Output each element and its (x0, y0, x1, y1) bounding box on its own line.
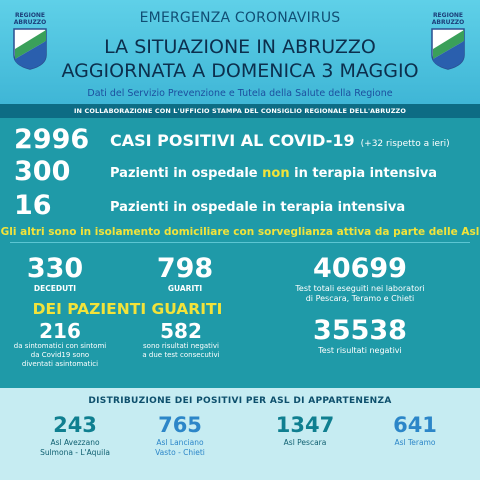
ospedale-non-ti-count: 300 (14, 156, 71, 187)
asl-name-line1: Asl Pescara (283, 438, 327, 447)
deceduti-count: 330 (26, 253, 84, 284)
crest-label: REGIONE ABRUZZO (13, 12, 47, 26)
ospedale-ti-count: 16 (14, 190, 52, 221)
positivi-label (110, 131, 450, 150)
crest-label: REGIONE ABRUZZO (431, 12, 465, 26)
negativi-due-test-stat (126, 320, 236, 360)
page-title-line2: AGGIORNATA A DOMENICA 3 MAGGIO (61, 60, 419, 82)
highlight-non: non (262, 166, 290, 181)
test-totali-label-line1: Test totali eseguiti nei laboratori (295, 284, 425, 293)
asl-item-teramo (370, 412, 460, 448)
negativi-due-test-label-line2: a due test consecutivi (142, 351, 220, 359)
deceduti-label: DECEDUTI (33, 284, 77, 293)
asintomatici-label-line1: da sintomatici con sintomi (13, 342, 107, 350)
test-totali-label-line2: di Pescara, Teramo e Chieti (305, 294, 415, 303)
region-crest-right (428, 12, 468, 72)
asl-count: 1347 (275, 413, 335, 437)
negativi-due-test-label-line1: sono risultati negativi (143, 342, 219, 350)
divider (10, 242, 470, 243)
label-part: in terapia intensiva (289, 166, 438, 181)
test-totali-count: 40699 (313, 253, 407, 284)
asintomatici-label-line2: da Covid19 sono (30, 351, 90, 359)
positivi-row (0, 126, 480, 154)
asl-count: 641 (393, 413, 437, 437)
isolation-note: Gli altri sono in isolamento domiciliare con sorveglianza attiva da parte delle Asl (0, 226, 480, 238)
asl-item-pescara (255, 412, 355, 448)
test-negativi-label: Test risultati negativi (318, 346, 402, 355)
asl-name-line2: Vasto - Chieti (155, 448, 205, 457)
abruzzo-crest-icon (430, 27, 466, 71)
deceduti-stat (20, 254, 90, 293)
asl-distribution-panel (0, 388, 480, 480)
positivi-count: 2996 (14, 124, 90, 155)
ospedale-non-ti-label (110, 166, 437, 181)
guariti-stat (145, 254, 225, 293)
asl-count: 243 (53, 413, 97, 437)
asintomatici-count: 216 (39, 319, 81, 343)
ospedale-ti-label: Pazienti in ospedale in terapia intensiva (110, 200, 406, 215)
asl-name-line1: Asl Teramo (394, 438, 436, 447)
page-title-line1: LA SITUAZIONE IN ABRUZZO (104, 36, 376, 58)
negativi-due-test-count: 582 (160, 319, 202, 343)
test-negativi-stat (260, 316, 460, 356)
guariti-section-title: DEI PAZIENTI GUARITI (32, 300, 223, 318)
ospedale-non-ti-row (0, 158, 480, 186)
emergency-heading: EMERGENZA CORONAVIRUS (139, 10, 341, 26)
asl-item-lanciano (130, 412, 230, 458)
department-subtitle: Dati del Servizio Prevenzione e Tutela della Salute della Regione (87, 88, 393, 99)
asl-count: 765 (158, 413, 202, 437)
guariti-count: 798 (156, 253, 214, 284)
asl-distribution-title: DISTRIBUZIONE DEI POSITIVI PER ASL DI APPARTENENZA (88, 396, 392, 406)
asl-item-avezzano (20, 412, 130, 458)
label-part: Pazienti in ospedale (110, 166, 263, 181)
ospedale-ti-row (0, 192, 480, 220)
asl-name-line2: Sulmona - L'Aquila (40, 448, 110, 457)
collaboration-strip: IN COLLABORAZIONE CON L'UFFICIO STAMPA DEL CONSIGLIO REGIONALE DELL'ABRUZZO (0, 104, 480, 118)
guariti-label: GUARITI (167, 284, 203, 293)
asl-name-line1: Asl Lanciano (156, 438, 204, 447)
asl-name-line1: Asl Avezzano (50, 438, 100, 447)
header-banner (0, 0, 480, 104)
positivi-delta: (+32 rispetto a ieri) (360, 139, 450, 149)
test-totali-stat (260, 254, 460, 304)
test-negativi-count: 35538 (313, 315, 407, 346)
positivi-label-text: CASI POSITIVI AL COVID-19 (110, 131, 355, 150)
asintomatici-label-line3: diventati asintomatici (21, 360, 99, 368)
asintomatici-stat (0, 320, 120, 369)
